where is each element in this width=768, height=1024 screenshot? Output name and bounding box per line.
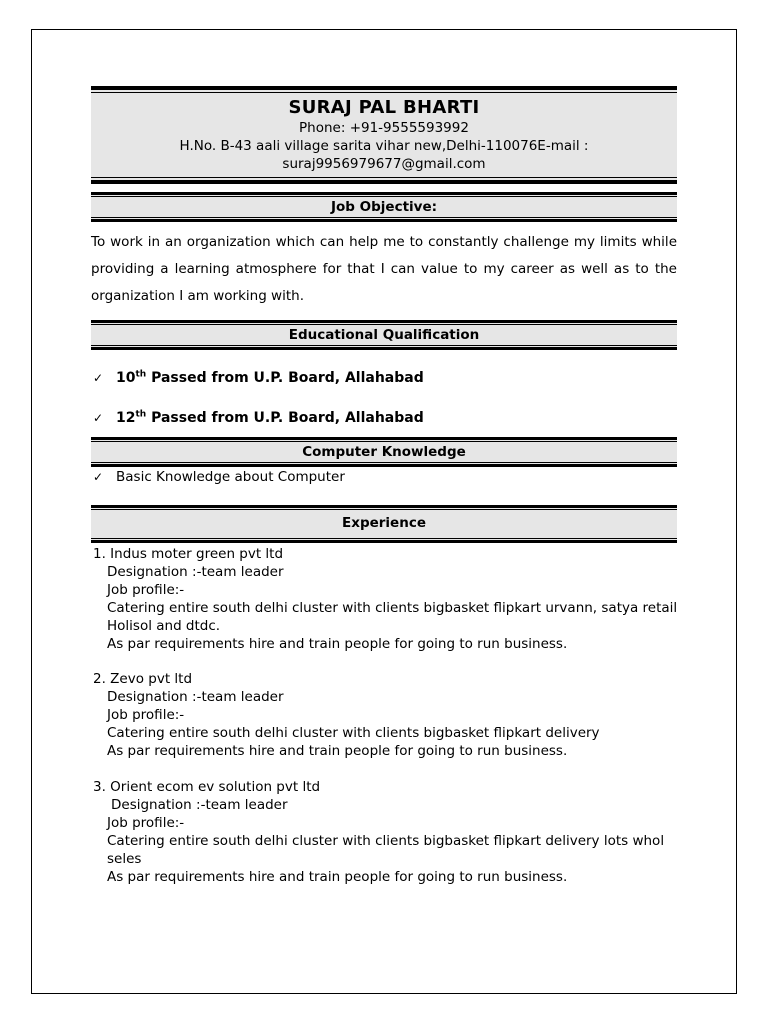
computer-item: ✓ Basic Knowledge about Computer	[93, 469, 345, 485]
designation: Designation :-team leader	[107, 564, 284, 580]
education-heading: Educational Qualification	[91, 320, 677, 350]
company-name: 1. Indus moter green pvt ltd	[93, 546, 284, 562]
job-profile-label: Job profile:-	[107, 582, 185, 598]
education-item-1: ✓ 10th Passed from U.P. Board, Allahabad	[93, 369, 424, 386]
job-profile-line: Catering entire south delhi cluster with clients bigbasket flipkart urvann, satya retail	[107, 600, 678, 616]
job-profile-line: As par requirements hire and train people for going to run business.	[107, 636, 568, 652]
experience-heading: Experience	[91, 505, 677, 543]
email: suraj9956979677@gmail.com	[282, 156, 486, 172]
job-profile-line: Catering entire south delhi cluster with clients bigbasket flipkart delivery	[107, 725, 600, 741]
resume-header	[91, 86, 677, 184]
experience-item-3	[93, 778, 683, 886]
job-profile-label: Job profile:-	[107, 707, 185, 723]
job-profile-line: As par requirements hire and train people for going to run business.	[107, 869, 568, 885]
check-icon: ✓	[93, 410, 104, 425]
phone: Phone: +91-9555593992	[299, 120, 469, 136]
designation: Designation :-team leader	[111, 797, 288, 813]
job-profile-line: As par requirements hire and train people for going to run business.	[107, 743, 568, 759]
company-name: 3. Orient ecom ev solution pvt ltd	[93, 779, 321, 795]
job-profile-label: Job profile:-	[107, 815, 185, 831]
objective-heading: Job Objective:	[91, 192, 677, 222]
objective-text: To work in an organization which can help me to constantly challenge my limits while providing a learning atmosphere for that I can value to my career as well as to the organization I am working with.	[91, 234, 677, 304]
company-name: 2. Zevo pvt ltd	[93, 671, 193, 687]
check-icon: ✓	[93, 370, 104, 385]
address: H.No. B-43 aali village sarita vihar new,Delhi-110076E-mail :	[179, 138, 589, 154]
job-profile-line: Holisol and dtdc.	[107, 618, 221, 634]
check-icon: ✓	[93, 470, 104, 484]
education-item-2: ✓ 12th Passed from U.P. Board, Allahabad	[93, 409, 424, 426]
experience-item-1	[93, 545, 683, 653]
computer-heading: Computer Knowledge	[91, 437, 677, 467]
experience-item-2	[93, 670, 683, 760]
job-profile-line: seles	[107, 851, 142, 867]
designation: Designation :-team leader	[107, 689, 284, 705]
job-profile-line: Catering entire south delhi cluster with clients bigbasket flipkart delivery lots whol	[107, 833, 665, 849]
candidate-name: SURAJ PAL BHARTI	[288, 97, 480, 118]
